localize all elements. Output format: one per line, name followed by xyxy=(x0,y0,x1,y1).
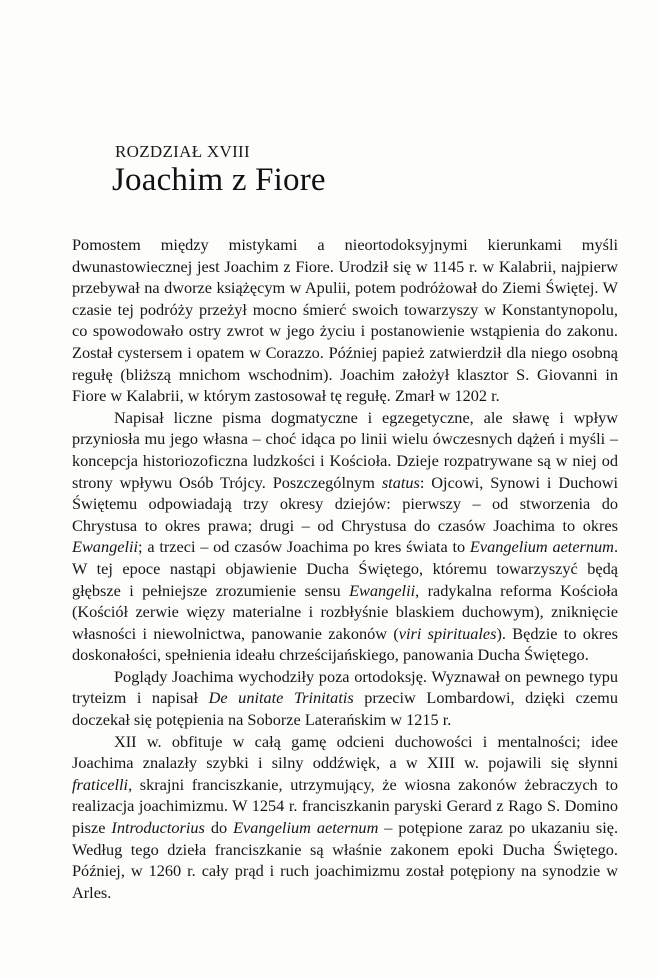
text-segment: . W tej epoce nastąpi objawienie Ducha Świętego, któremu towarzyszyć będą głębsze i pełniejsze zrozumienie sensu xyxy=(72,537,619,600)
text-segment: Napisał liczne pisma dogmatyczne i egzegetyczne, ale sławę i wpływ przyniosła mu jego własna – choć idąca po linii wielu ówczesnych dążeń i myśli – koncepcja historiozoficzna ludzkości i Kościoła. Dzieje rozpatrywane są w niej od strony wpływu Osób Trójcy. Poszczególnym xyxy=(72,407,618,492)
text-segment: ; a trzeci – od czasów Joachima po kres świata to xyxy=(138,537,470,557)
paragraph-1 xyxy=(72,234,618,407)
chapter-title: Joachim z Fiore xyxy=(112,162,326,198)
italic-term: fraticelli xyxy=(72,774,129,794)
text-segment: , radykalna reforma Kościoła (Kościół zerwie więzy materialne i rozbłyśnie blaskiem duchowym), zniknięcie własności i niewolnictwa, panowanie zakonów ( xyxy=(72,580,618,643)
italic-term: Evangelium aeternum xyxy=(233,818,379,838)
text-segment: Poglądy Joachima wychodziły poza ortodoksję. Wyznawał on pewnego typu tryteizm i napisał xyxy=(72,666,618,708)
text-segment: : Ojcowi, Synowi i Duchowi Świętemu odpowiadają trzy okresy dziejów: pierwszy – od stworzenia do Chrystusa to okres prawa; drugi – od Chrystusa do czasów Joachima to okres xyxy=(72,472,619,535)
text-segment: , skrajni franciszkanie, utrzymujący, że wiosna zakonów żebraczych to realizacja joachimizmu. W 1254 r. franciszkanin paryski Gerard z Rago S. Domino pisze xyxy=(72,774,618,838)
text-segment: przeciw Lombardowi, dzięki czemu doczekał się potępienia na Soborze Laterańskim w 1215 r. xyxy=(72,688,618,730)
italic-term: De unitate Trinitatis xyxy=(208,688,354,708)
italic-term: Ewangelii xyxy=(72,537,139,557)
text-segment: Pomostem między mistykami a nieortodoksyjnymi kierunkami myśli dwunastowiecznej jest Joachim z Fiore. Urodził się w 1145 r. w Kalabrii, najpierw przebywał na dworze książęcym w Apulii, potem podróżował do Ziemi Świętej. W czasie tej podróży przeżył mocno śmierć swoich towarzyszy w Konstantynopolu, co spowodowało ostry zwrot w jego życiu i postanowienie wstąpienia do zakonu. Został cystersem i opatem w Corazzo. Później papież zatwierdził dla niego osobną regułę (bliższą mnichom wschodnim). Joachim założył klasztor S. Giovanni in Fiore w Kalabrii, w którym zastosował tę regułę. Zmarł w 1202 r. xyxy=(72,235,618,406)
text-segment: XII w. obfituje w całą gamę odcieni duchowości i mentalności; idee Joachima znalazły szybki i silny oddźwięk, a w XIII w. pojawili się słynni xyxy=(72,731,618,773)
paragraph-3 xyxy=(72,666,618,731)
text-segment: ). Będzie to okres doskonałości, spełnienia ideału chrześcijańskiego, panowania Ducha Świętego. xyxy=(72,623,618,665)
italic-term: viri spirituales xyxy=(398,623,497,643)
paragraph-2 xyxy=(72,407,618,666)
text-segment: – potępione zaraz po ukazaniu się. Według tego dzieła franciszkanie są właśnie zakonem epoki Ducha Świętego. Później, w 1260 r. cały prąd i ruch joachimizmu został potępiony na synodzie w Arles. xyxy=(72,818,619,902)
chapter-number-label: ROZDZIAŁ XVIII xyxy=(115,142,250,161)
italic-term: Evangelium aeternum xyxy=(469,537,614,557)
italic-term: status xyxy=(381,472,420,492)
text-segment: do xyxy=(204,818,234,838)
italic-term: Introductorius xyxy=(111,818,205,838)
chapter-body xyxy=(72,234,618,903)
paragraph-4 xyxy=(72,731,618,904)
italic-term: Ewangelii xyxy=(349,580,416,600)
